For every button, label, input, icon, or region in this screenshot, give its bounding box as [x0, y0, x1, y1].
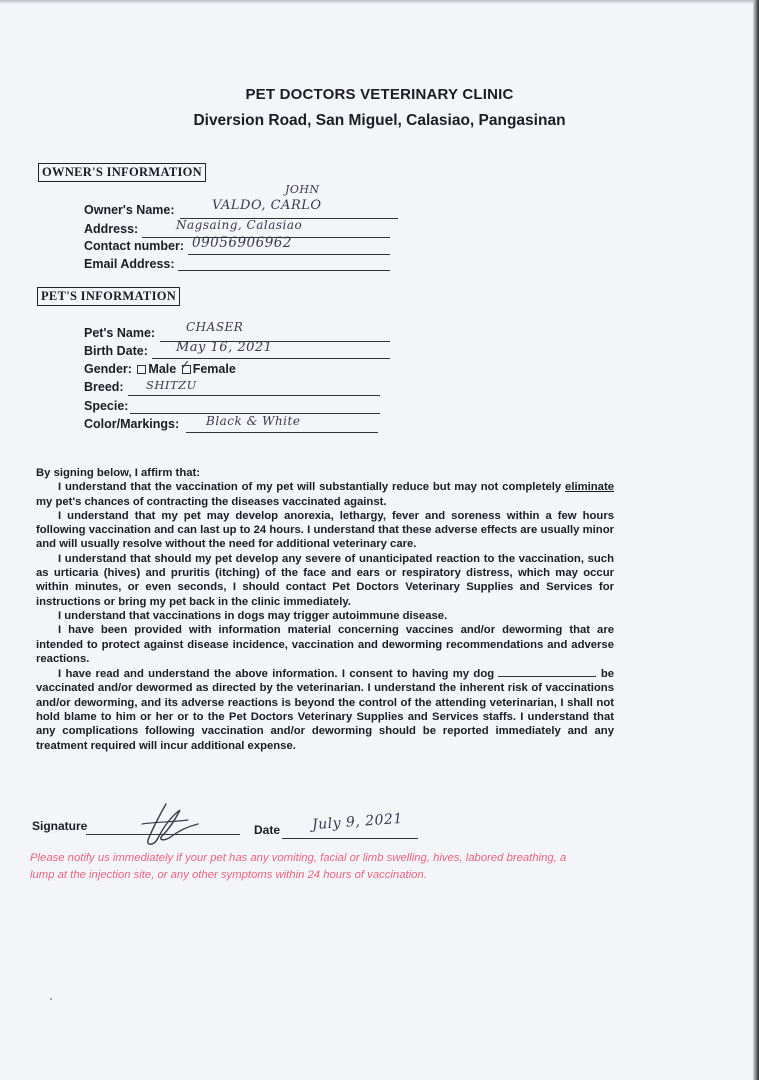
female-label: Female — [192, 362, 236, 376]
signature-label: Signature — [32, 819, 88, 833]
male-checkbox[interactable] — [137, 365, 146, 374]
date-line[interactable] — [282, 838, 418, 839]
contact-line[interactable] — [188, 254, 390, 255]
owner-name-label: Owner's Name: — [84, 203, 175, 217]
color-value: Black & White — [206, 414, 301, 428]
address-label: Address: — [84, 222, 139, 236]
male-label: Male — [148, 362, 177, 376]
affirmation-paragraph-3: I understand that should my pet develop any severe of unanticipated reaction to the vaccination, such as urticaria (hives) and pruritis (itching) of the face and ears or respiratory distress, which may occur within minutes, or even seconds, I should contact Pet Doctors Veterinary Supplies and Services for instructions or bring my pet back in the clinic immediately. — [36, 552, 614, 608]
address-value: Nagsaing, Calasiao — [176, 218, 303, 232]
color-line[interactable] — [186, 432, 378, 433]
signature-image — [128, 800, 208, 848]
owner-section-title: OWNER'S INFORMATION — [38, 163, 206, 182]
affirmation-paragraph-1: I understand that the vaccination of my pet will substantially reduce but may not completely eliminate my pet's chances of contracting the diseases vaccinated against. — [36, 481, 615, 508]
scan-top-edge — [0, 0, 759, 4]
contact-value: 09056906962 — [192, 235, 292, 251]
clinic-name: PET DOCTORS VETERINARY CLINIC — [245, 86, 514, 103]
affirmation-paragraph-6: I have read and understand the above information. I consent to having my dog be vaccinated and/or dewormed as directed by the veterinarian. I understand the inherent risk of vaccinations and/or deworming, and its adverse reactions is beyond the control of the attending veterinarian, I shall not hold blame to him or her or to the Pet Doctors Veterinary Supplies and Services staffs. I understand that any complications following vaccination and/or deworming should be reported immediately and any treatment required will incur additional expense. — [36, 668, 615, 752]
color-label: Color/Markings: — [84, 417, 180, 431]
birth-date-value: May 16, 2021 — [176, 340, 273, 355]
dog-name-blank[interactable] — [498, 666, 596, 677]
notice-text: Please notify us immediately if your pet has any vomiting, facial or limb swelling, hives, labored breathing, a lump at the injection site, or any other symptoms within 24 hours of vaccination. — [30, 852, 567, 881]
clinic-address: Diversion Road, San Miguel, Calasiao, Pangasinan — [193, 112, 566, 129]
checkmark-icon: ✓ — [179, 358, 191, 374]
scan-speck — [50, 998, 52, 1000]
owner-name-value: VALDO, CARLO — [212, 198, 322, 213]
pet-name-label: Pet's Name: — [84, 326, 156, 340]
breed-label: Breed: — [84, 380, 124, 394]
birth-date-label: Birth Date: — [84, 344, 148, 358]
pet-name-value: CHASER — [186, 320, 244, 334]
breed-value: SHITZU — [146, 378, 197, 392]
email-label: Email Address: — [84, 257, 175, 271]
gender-label: Gender: — [84, 362, 132, 376]
affirmation-paragraph-5: I have been provided with information material concerning vaccines and/or deworming that are intended to protect against disease incidence, vaccination and deworming recommendations and adverse reactions. — [36, 624, 614, 665]
owner-first-name-handwritten: JOHN — [285, 183, 320, 196]
gender-row — [84, 358, 236, 377]
affirmation-text — [36, 466, 614, 753]
female-checkbox[interactable] — [179, 358, 191, 374]
affirmation-intro: By signing below, I affirm that: — [36, 467, 201, 479]
date-value: July 9, 2021 — [311, 810, 404, 834]
date-label: Date — [254, 823, 281, 837]
affirmation-paragraph-2: I understand that my pet may develop anorexia, lethargy, fever and soreness within a few hours following vaccination and can last up to 24 hours. I understand that these adverse effects are usually minor and will usually resolve without the need for additional veterinary care. — [36, 509, 614, 551]
affirmation-paragraph-4: I understand that vaccinations in dogs may trigger autoimmune disease. — [58, 609, 448, 622]
contact-label: Contact number: — [84, 239, 184, 253]
pet-section-title: PET'S INFORMATION — [37, 287, 180, 306]
email-line[interactable] — [178, 270, 390, 271]
specie-label: Specie: — [84, 399, 129, 413]
breed-line[interactable] — [128, 395, 380, 396]
scan-right-edge — [753, 0, 759, 1080]
